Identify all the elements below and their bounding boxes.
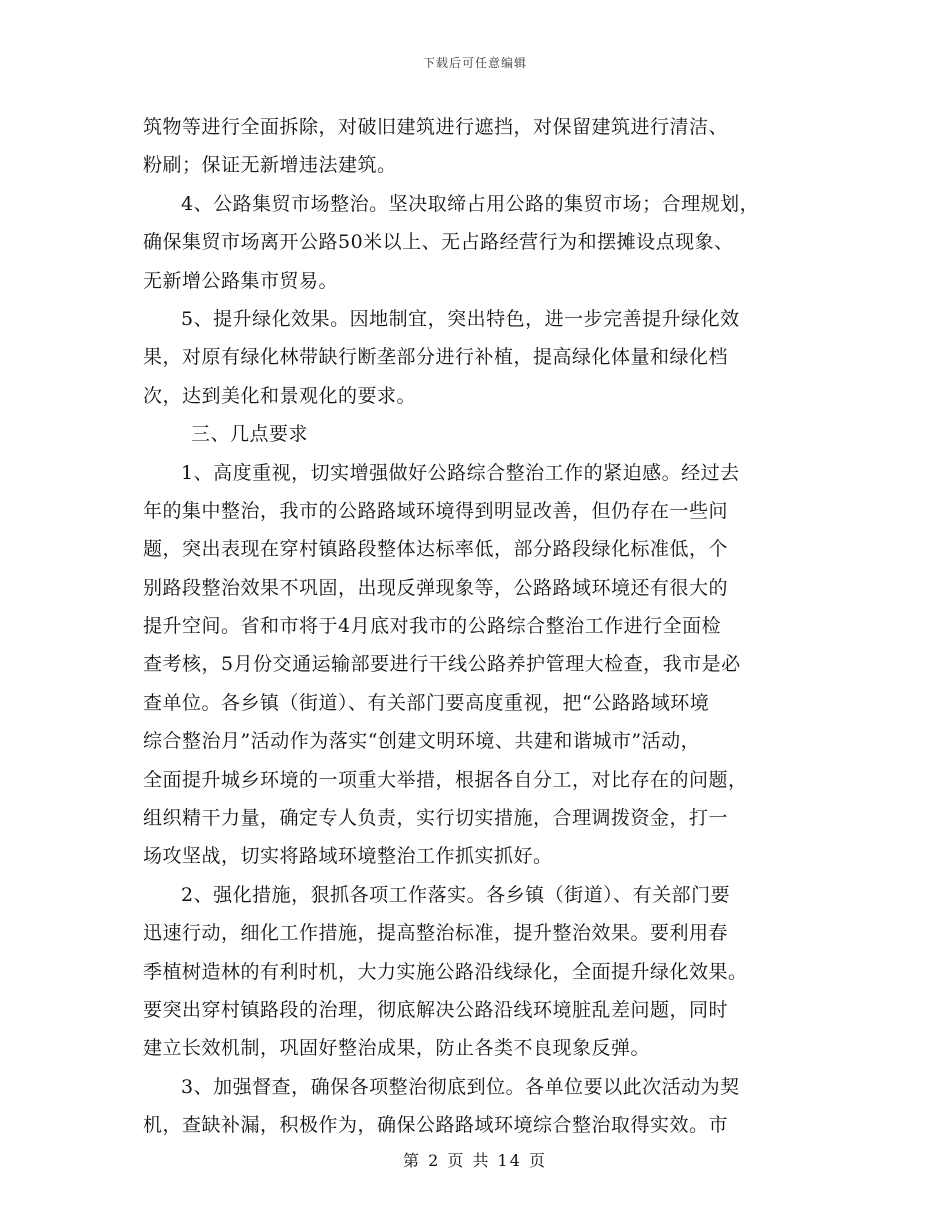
text-line: 5、提升绿化效果。因地制宜，突出特色，进一步完善提升绿化效 (181, 307, 740, 330)
text-line: 综合整治月”活动作为落实“创建文明环境、共建和谐城市”活动， (143, 730, 701, 753)
text-line: 别路段整治效果不巩固，出现反弹现象等，公路路域环境还有很大的 (143, 576, 729, 599)
text-line: 粉刷；保证无新增违法建筑。 (143, 154, 397, 177)
text-line: 全面提升城乡环境的一项重大举措，根据各自分工，对比存在的问题， (143, 768, 748, 791)
page-header: 下载后可任意编辑 (422, 56, 527, 70)
text-line: 果，对原有绿化林带缺行断垄部分进行补植，提高绿化体量和绿化档 (143, 346, 729, 369)
text-line: 要突出穿村镇路段的治理，彻底解决公路沿线环境脏乱差问题，同时 (143, 998, 729, 1021)
text-line: 无新增公路集市贸易。 (143, 269, 339, 292)
text-line: 机，查缺补漏，积极作为，确保公路路域环境综合整治取得实效。市 (143, 1114, 729, 1137)
text-line: 查单位。各乡镇（街道）、有关部门要高度重视，把“公路路域环境 (143, 691, 710, 714)
text-line: 2、强化措施，狠抓各项工作落实。各乡镇（街道）、有关部门要 (181, 883, 731, 906)
text-line: 1、高度重视，切实增强做好公路综合整治工作的紧迫感。经过去 (181, 461, 740, 484)
text-line: 建立长效机制，巩固好整治成果，防止各类不良现象反弹。 (143, 1037, 651, 1060)
page-footer: 第 2 页 共 14 页 (403, 1151, 547, 1170)
text-line: 季植树造林的有利时机，大力实施公路沿线绿化，全面提升绿化效果。 (143, 960, 748, 983)
text-line: 筑物等进行全面拆除，对破旧建筑进行遮挡，对保留建筑进行清洁、 (143, 116, 729, 138)
text-line: 4、公路集贸市场整治。坚决取缔占用公路的集贸市场；合理规划， (181, 192, 760, 215)
section-heading: 三、几点要求 (191, 423, 309, 446)
text-line: 组织精干力量，确定专人负责，实行切实措施，合理调拨资金，打一 (143, 807, 729, 830)
text-line: 年的集中整治，我市的公路路域环境得到明显改善，但仍存在一些问 (143, 499, 729, 522)
document-body (143, 108, 823, 1145)
text-line: 场攻坚战，切实将路域环境整治工作抓实抓好。 (143, 845, 553, 868)
text-line: 次，达到美化和景观化的要求。 (143, 384, 417, 407)
text-line: 3、加强督查，确保各项整治彻底到位。各单位要以此次活动为契 (181, 1075, 740, 1098)
text-line: 查考核，5月份交通运输部要进行干线公路养护管理大检查，我市是必 (143, 653, 741, 676)
text-line: 确保集贸市场离开公路50米以上、无占路经营行为和摆摊设点现象、 (143, 231, 734, 254)
text-line: 题，突出表现在穿村镇路段整体达标率低，部分路段绿化标准低，个 (143, 538, 729, 561)
text-line: 迅速行动，细化工作措施，提高整治标准，提升整治效果。要利用春 (143, 922, 729, 945)
text-line: 提升空间。省和市将于4月底对我市的公路综合整治工作进行全面检 (143, 615, 722, 638)
